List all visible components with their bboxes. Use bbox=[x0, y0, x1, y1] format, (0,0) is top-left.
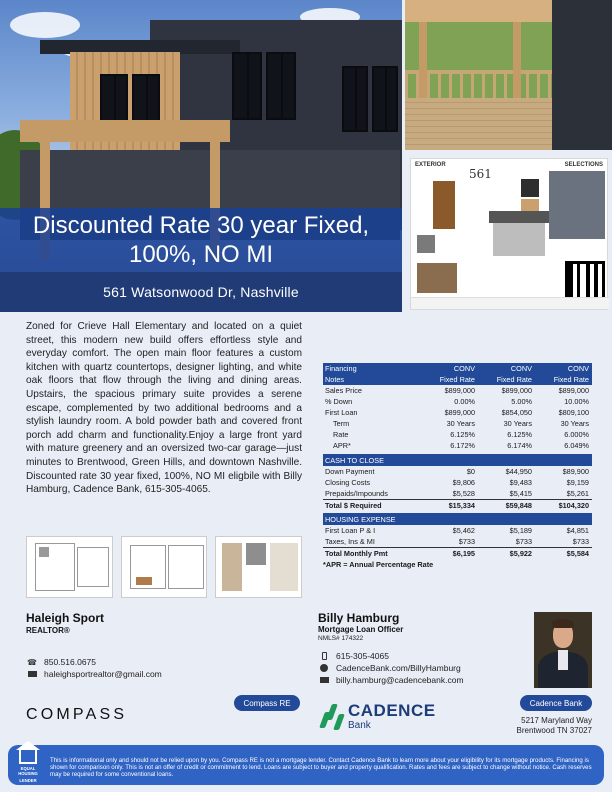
cell: 6.049% bbox=[564, 441, 589, 450]
cell: Fixed Rate bbox=[553, 375, 589, 384]
board-color-swatch bbox=[521, 179, 539, 197]
lender-email-text: billy.hamburg@cadencebank.com bbox=[336, 675, 464, 685]
table-row bbox=[323, 536, 592, 547]
lender-name: Billy Hamburg bbox=[318, 611, 400, 625]
floorplan-thumbnail[interactable] bbox=[26, 536, 113, 598]
table-row bbox=[323, 477, 592, 488]
cell: $6,195 bbox=[452, 548, 475, 558]
loan-rows bbox=[323, 385, 592, 451]
porch-beam bbox=[20, 120, 230, 142]
porch-photo bbox=[405, 0, 612, 150]
table-row bbox=[323, 488, 592, 499]
row-label: First Loan P & I bbox=[325, 526, 376, 535]
financing-table bbox=[323, 363, 592, 569]
table-row bbox=[323, 407, 592, 418]
cell: Fixed Rate bbox=[439, 375, 475, 384]
section-title: HOUSING EXPENSE bbox=[325, 514, 396, 524]
window bbox=[232, 52, 262, 120]
cell: $0 bbox=[466, 467, 475, 476]
board-color-swatch bbox=[417, 235, 435, 253]
cell: 30 Years bbox=[503, 419, 532, 428]
cell: $9,806 bbox=[452, 478, 475, 487]
table-row bbox=[323, 466, 592, 477]
row-label: Total Monthly Pmt bbox=[325, 548, 388, 558]
window bbox=[342, 66, 368, 132]
cell: 0.00% bbox=[454, 397, 475, 406]
lender-phone-text: 615-305-4065 bbox=[336, 651, 389, 661]
table-row bbox=[323, 374, 592, 385]
row-label: Total $ Required bbox=[325, 500, 382, 510]
realtor-phone-text: 850.516.0675 bbox=[44, 657, 96, 667]
board-house-sketch bbox=[489, 211, 549, 256]
table-row bbox=[323, 418, 592, 429]
row-label: Rate bbox=[333, 430, 349, 439]
cell: CONV bbox=[567, 364, 589, 373]
cadence-logo-mark bbox=[320, 700, 342, 732]
mail-icon bbox=[26, 671, 38, 677]
lender-title: Mortgage Loan Officer bbox=[318, 625, 404, 634]
table-row bbox=[323, 429, 592, 440]
cell: $5,261 bbox=[566, 489, 589, 498]
hero-title-line2: 100%, NO MI bbox=[128, 241, 274, 268]
table-row bbox=[323, 385, 592, 396]
cell: $854,050 bbox=[501, 408, 532, 417]
row-label: Term bbox=[333, 419, 350, 428]
disclaimer-footer bbox=[8, 745, 604, 785]
cell: 6.125% bbox=[450, 430, 475, 439]
cell: $809,100 bbox=[558, 408, 589, 417]
row-label: Notes bbox=[325, 375, 345, 384]
mobile-phone-icon bbox=[318, 652, 330, 660]
globe-icon bbox=[318, 664, 330, 672]
equal-housing-text-line2: LENDER bbox=[19, 778, 37, 783]
realtor-name: Haleigh Sport bbox=[26, 611, 105, 625]
housing-expense-header bbox=[323, 513, 592, 525]
cell: $44,950 bbox=[505, 467, 532, 476]
cell: $899,000 bbox=[501, 386, 532, 395]
lender-website-text: CadenceBank.com/BillyHamburg bbox=[336, 663, 461, 673]
design-board bbox=[410, 158, 608, 310]
branch-address bbox=[500, 716, 592, 736]
row-label: Sales Price bbox=[325, 386, 362, 395]
design-selections-thumbnail[interactable] bbox=[215, 536, 302, 598]
finance-header-rows bbox=[323, 363, 592, 385]
cadence-logo-text: CADENCE bbox=[348, 701, 436, 720]
apr-note: *APR = Annual Percentage Rate bbox=[323, 560, 434, 569]
board-house-photo bbox=[549, 171, 605, 239]
cell: Fixed Rate bbox=[496, 375, 532, 384]
realtor-title: REALTOR® bbox=[26, 626, 70, 635]
board-label-selections: SELECTIONS bbox=[564, 162, 603, 168]
window bbox=[132, 74, 160, 126]
row-label: APR* bbox=[333, 441, 351, 450]
cell: $5,584 bbox=[566, 548, 589, 558]
branch-address-line2: Brentwood TN 37027 bbox=[516, 726, 592, 735]
cell: $5,462 bbox=[452, 526, 475, 535]
cell: 5.00% bbox=[511, 397, 532, 406]
compass-logo: COMPASS bbox=[26, 706, 128, 723]
cell: $5,189 bbox=[509, 526, 532, 535]
porch-column bbox=[513, 22, 521, 100]
cell: 30 Years bbox=[446, 419, 475, 428]
cell: 6.172% bbox=[450, 441, 475, 450]
cell: $899,000 bbox=[444, 386, 475, 395]
cloud bbox=[10, 12, 80, 38]
cell: $899,000 bbox=[558, 386, 589, 395]
housing-rows bbox=[323, 525, 592, 547]
cell: $4,851 bbox=[566, 526, 589, 535]
realtor-phone[interactable] bbox=[26, 656, 96, 668]
porch-railing bbox=[405, 70, 555, 100]
qr-code[interactable] bbox=[565, 261, 605, 301]
cell: 6.000% bbox=[564, 430, 589, 439]
cell: $5,922 bbox=[509, 548, 532, 558]
total-monthly-row bbox=[323, 547, 592, 558]
total-required-row bbox=[323, 499, 592, 510]
cadence-logo-subtext: Bank bbox=[348, 720, 371, 731]
window bbox=[266, 52, 296, 120]
realtor-email[interactable] bbox=[26, 668, 162, 680]
hero-address-band bbox=[0, 272, 402, 312]
cell: CONV bbox=[453, 364, 475, 373]
cell: $59,848 bbox=[505, 500, 532, 510]
board-footer bbox=[411, 297, 609, 309]
cell: $5,415 bbox=[509, 489, 532, 498]
cell: 30 Years bbox=[560, 419, 589, 428]
hero-title-banner bbox=[0, 208, 402, 272]
porch-column bbox=[419, 22, 427, 100]
lender-headshot bbox=[534, 612, 592, 688]
realtor-email-text: haleighsportrealtor@gmail.com bbox=[44, 669, 162, 679]
cell: CONV bbox=[510, 364, 532, 373]
row-label: Financing bbox=[325, 364, 357, 373]
row-label: Closing Costs bbox=[325, 478, 371, 487]
lender-email[interactable] bbox=[318, 674, 464, 686]
board-label-exterior: EXTERIOR bbox=[415, 162, 446, 168]
branch-address-line1: 5217 Maryland Way bbox=[521, 716, 592, 725]
compass-re-button[interactable]: Compass RE bbox=[234, 695, 300, 711]
window bbox=[372, 66, 398, 132]
row-label: Down Payment bbox=[325, 467, 375, 476]
row-label: Taxes, Ins & MI bbox=[325, 537, 375, 546]
cell: $733 bbox=[458, 537, 475, 546]
cell: $733 bbox=[515, 537, 532, 546]
property-address: 561 Watsonwood Dr, Nashville bbox=[103, 284, 299, 300]
floorplan-thumbnails bbox=[26, 536, 302, 598]
cell: 6.174% bbox=[507, 441, 532, 450]
lender-phone[interactable] bbox=[318, 650, 389, 662]
cell: 6.125% bbox=[507, 430, 532, 439]
lender-website[interactable] bbox=[318, 662, 461, 674]
cell: $733 bbox=[572, 537, 589, 546]
disclaimer-text: This is informational only and should not be relied upon by you. Compass RE is not a mortgage lender. Contact Cadence Bank to learn more about your eligibility for its mortgage products. Financing is shown for comparison only. This is not an offer of credit or commitment to lend. Loans are subject to buyer and property qualification. Rates and fees are subject to change without notice. Cash reserves may be required for some conventional loans. bbox=[50, 757, 592, 778]
board-house-number: 561 bbox=[469, 167, 492, 181]
hero-title-line1: Discounted Rate 30 year Fixed, bbox=[32, 212, 370, 239]
cell: $5,528 bbox=[452, 489, 475, 498]
table-row bbox=[323, 525, 592, 536]
cell: $9,483 bbox=[509, 478, 532, 487]
cadence-bank-button[interactable]: Cadence Bank bbox=[520, 695, 592, 711]
lender-nmls: NMLS# 174322 bbox=[318, 635, 364, 642]
row-label: % Down bbox=[325, 397, 353, 406]
hero-photo bbox=[0, 0, 402, 312]
phone-icon: ☎ bbox=[27, 657, 37, 667]
mail-icon bbox=[318, 677, 330, 683]
porch-wall bbox=[552, 0, 612, 150]
property-description: Zoned for Crieve Hall Elementary and located on a quiet street, this modern new build offers effortless style and everyday comfort. The open main floor features a custom kitchen with quartz countertops, designer lighting, and white oak floors that flow through the living and dining areas. Upstairs, the spacious primary suite provides a serene escape, complemented by two additional bedrooms and a stylish laundry room. A bold powder bath and covered front porch add charm and functionality.Enjoy a large front yard with mature greenery and an oversized two-car garage—just minutes to Brentwood, Green Hills, and downtown Nashville. Discounted rate 30 year fixed, 100%, NO MI eligbile with Billy Hamburg, Cadence Bank, 615-305-4065. bbox=[26, 321, 302, 496]
cash-rows bbox=[323, 466, 592, 499]
cell: 10.00% bbox=[564, 397, 589, 406]
table-row bbox=[323, 396, 592, 407]
section-title: CASH TO CLOSE bbox=[325, 455, 384, 465]
cell: $15,334 bbox=[448, 500, 475, 510]
window bbox=[100, 74, 128, 126]
cell: $899,000 bbox=[444, 408, 475, 417]
floorplan-thumbnail[interactable] bbox=[121, 536, 208, 598]
table-row bbox=[323, 440, 592, 451]
row-label: First Loan bbox=[325, 408, 358, 417]
cell: $89,900 bbox=[562, 467, 589, 476]
equal-housing-lender-icon bbox=[14, 750, 42, 783]
cell: $9,159 bbox=[566, 478, 589, 487]
row-label: Prepaids/Impounds bbox=[325, 489, 388, 498]
cash-to-close-header bbox=[323, 454, 592, 466]
equal-housing-text-line1: EQUAL HOUSING bbox=[18, 766, 38, 776]
cell: $104,320 bbox=[558, 500, 589, 510]
board-door-swatch bbox=[433, 181, 455, 229]
table-row bbox=[323, 363, 592, 374]
board-railing-photo bbox=[417, 263, 457, 293]
